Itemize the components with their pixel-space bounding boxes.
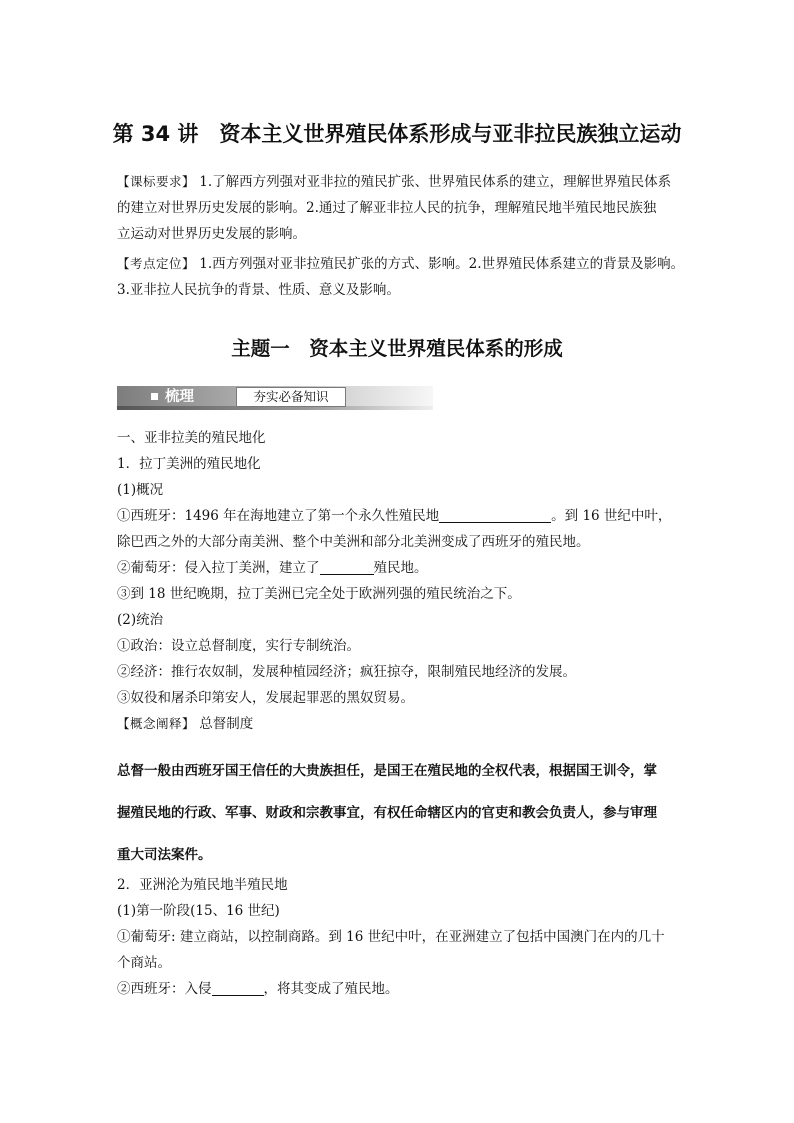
fill-in-blank[interactable] [212, 979, 264, 996]
requirements-tag: 【课标要求】 [117, 174, 196, 189]
lesson-title: 第 34 讲 资本主义世界殖民体系形成与亚非拉民族独立运动 [112, 122, 682, 146]
concept-term: 总督制度 [195, 716, 254, 732]
concept-line: 总督一般由西班牙国王信任的大贵族担任，是国王在殖民地的全权代表，根据国王训令，掌 [117, 763, 657, 779]
requirements-line: 1.了解西方列强对亚非拉的殖民扩张、世界殖民体系的建立，理解世界殖民体系 [195, 174, 672, 190]
section-asia [117, 872, 687, 1002]
portugal-asia-item-cont: 个商站。 [117, 955, 171, 971]
section-latin-america [117, 425, 687, 737]
stage-heading: (1)第一阶段(15、16 世纪) [117, 903, 280, 919]
late-18c-item: ③到 18 世纪晚期，拉丁美洲已完全处于欧洲列强的殖民统治之下。 [117, 586, 521, 602]
portugal-text: ②葡萄牙：侵入拉丁美洲，建立了 [117, 560, 320, 576]
spain-item-cont: 除巴西之外的大部分南美洲、整个中美洲和部分北美洲变成了西班牙的殖民地。 [117, 534, 590, 550]
banner-subtitle-box: 夯实必备知识 [236, 387, 346, 407]
exam-positioning [117, 251, 687, 303]
portugal-item [117, 555, 687, 581]
positioning-line: 3.亚非拉人民抗争的背景、性质、意义及影响。 [117, 282, 400, 298]
square-bullet-icon [151, 393, 158, 400]
concept-tag: 【概念阐释】 [117, 716, 196, 731]
spain-asia-text-cont: ，将其变成了殖民地。 [263, 981, 399, 997]
subheading: 2．亚洲沦为殖民地半殖民地 [117, 877, 288, 893]
spain-text-cont: 。到 16 世纪中叶， [551, 508, 672, 524]
portugal-text-cont: 殖民地。 [373, 560, 428, 576]
fill-in-blank[interactable] [439, 506, 551, 523]
banner-label: 梳理 [165, 389, 194, 405]
positioning-tag: 【考点定位】 [117, 256, 196, 271]
concept-explanation [117, 758, 687, 884]
requirements-line: 的建立对世界历史发展的影响。2.通过了解亚非拉人民的抗争，理解殖民地半殖民地民族独 [117, 200, 657, 216]
spain-asia-item [117, 976, 687, 1002]
spain-text: ①西班牙：1496 年在海地建立了第一个永久性殖民地 [117, 508, 440, 524]
topic-heading: 主题一 资本主义世界殖民体系的形成 [231, 337, 563, 360]
fill-in-blank[interactable] [320, 558, 374, 575]
spain-item [117, 503, 687, 529]
positioning-line: 1.西方列强对亚非拉殖民扩张的方式、影响。2.世界殖民体系建立的背景及影响。 [195, 256, 685, 272]
rule-item: ②经济：推行农奴制，发展种植园经济；疯狂掠夺，限制殖民地经济的发展。 [117, 664, 576, 680]
portugal-asia-item: ①葡萄牙: 建立商站，以控制商路。到 16 世纪中叶，在亚洲建立了包括中国澳门在内的几十 [117, 929, 665, 945]
overview-heading: (1)概况 [117, 482, 164, 498]
rule-heading: (2)统治 [117, 612, 164, 628]
rule-item: ①政治：设立总督制度，实行专制统治。 [117, 638, 360, 654]
curriculum-requirements [117, 169, 687, 247]
rule-item: ③奴役和屠杀印第安人，发展起罪恶的黑奴贸易。 [117, 690, 414, 706]
concept-line: 重大司法案件。 [117, 847, 212, 863]
spain-asia-text: ②西班牙：入侵 [117, 981, 212, 997]
subheading: 1．拉丁美洲的殖民地化 [117, 456, 261, 472]
requirements-line: 立运动对世界历史发展的影响。 [117, 226, 306, 242]
concept-line: 握殖民地的行政、军事、财政和宗教事宜，有权任命辖区内的官吏和教会负责人，参与审理 [117, 805, 657, 821]
section-heading: 一、亚非拉美的殖民地化 [117, 430, 266, 446]
